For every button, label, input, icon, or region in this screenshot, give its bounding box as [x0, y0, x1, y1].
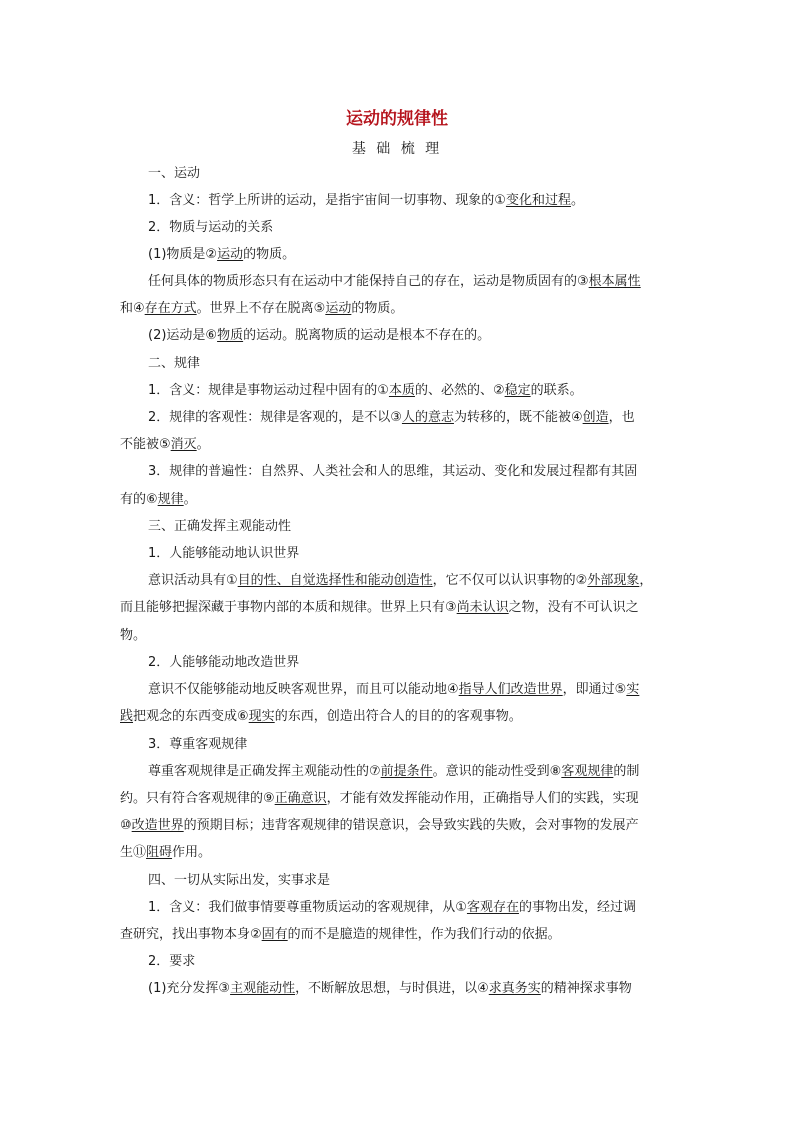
answer-blank: 正确意识: [274, 791, 327, 806]
paragraph-line: 1．含义：哲学上所讲的运动，是指宇宙间一切事物、现象的①变化和过程。: [148, 193, 584, 208]
answer-blank: 主观能动性: [230, 981, 296, 996]
heading-law: 二、规律: [148, 356, 201, 371]
heading-seek-truth: 四、一切从实际出发，实事求是: [148, 873, 331, 888]
paragraph-line: ⑩改造世界的预期目标；违背客观规律的错误意识，会导致实践的失败，会对事物的发展产: [120, 818, 639, 833]
answer-blank: 客观存在: [466, 900, 519, 915]
paragraph-line: 不能被⑤消灭。: [120, 437, 210, 452]
subheading: 2．物质与运动的关系: [148, 220, 274, 235]
answer-blank: 现实: [248, 709, 275, 724]
heading-motion: 一、运动: [148, 166, 201, 181]
answer-blank: 物质: [217, 328, 244, 343]
page-title: 运动的规律性: [346, 109, 448, 129]
subheading: 2．要求: [148, 954, 196, 969]
paragraph-line: 约。只有符合客观规律的⑨正确意识，才能有效发挥能动作用，正确指导人们的实践，实现: [120, 791, 639, 806]
paragraph-line: 而且能够把握深藏于事物内部的本质和规律。世界上只有③尚未认识之物，没有不可认识之: [120, 600, 639, 615]
answer-blank: 规律: [157, 492, 184, 507]
answer-blank: 客观规律: [561, 764, 614, 779]
answer-blank: 本质: [388, 383, 415, 398]
answer-blank: 前提条件: [380, 764, 433, 779]
answer-blank: 运动: [217, 247, 244, 262]
answer-blank: 阻碍: [146, 845, 173, 860]
subheading: 3．尊重客观规律: [148, 737, 248, 752]
paragraph-line: 生⑪阻碍作用。: [120, 845, 212, 860]
paragraph-line: 3．规律的普遍性：自然界、人类社会和人的思维，其运动、变化和发展过程都有其固: [148, 464, 638, 479]
subheading: 1．人能够能动地认识世界: [148, 546, 300, 561]
answer-blank: 改造世界: [131, 818, 184, 833]
paragraph-line: 1．含义：规律是事物运动过程中固有的①本质的、必然的、②稳定的联系。: [148, 383, 583, 398]
paragraph-line: 尊重客观规律是正确发挥主观能动性的⑦前提条件。意识的能动性受到⑧客观规律的制: [148, 764, 640, 779]
answer-blank: 践: [120, 709, 134, 724]
answer-blank: 创造: [582, 410, 609, 425]
answer-blank: 固有: [261, 927, 288, 942]
answer-blank: 消灭: [170, 437, 197, 452]
paragraph-line: 2．规律的客观性：规律是客观的，是不以③人的意志为转移的，既不能被④创造，也: [148, 410, 635, 425]
answer-blank: 指导人们改造世界: [458, 682, 563, 697]
answer-blank: 稳定: [504, 383, 531, 398]
paragraph-line: 物。: [120, 628, 147, 643]
answer-blank: 求真务实: [488, 981, 541, 996]
paragraph-line: (2)运动是⑥物质的运动。脱离物质的运动是根本不存在的。: [148, 328, 491, 343]
paragraph-line: 1．含义：我们做事情要尊重物质运动的客观规律，从①客观存在的事物出发，经过调: [148, 900, 636, 915]
answer-blank: 尚未认识: [456, 600, 509, 615]
answer-blank: 根本属性: [588, 274, 641, 289]
answer-blank: 存在方式: [144, 301, 197, 316]
answer-blank: 外部现象: [587, 573, 640, 588]
answer-blank: 运动: [325, 301, 352, 316]
paragraph-line: 意识活动具有①目的性、自觉选择性和能动创造性，它不仅可以认识事物的②外部现象，: [148, 573, 653, 588]
paragraph-line: (1)充分发挥③主观能动性，不断解放思想，与时俱进，以④求真务实的精神探求事物: [148, 981, 632, 996]
answer-blank: 实: [626, 682, 640, 697]
subheading: 2．人能够能动地改造世界: [148, 655, 300, 670]
answer-blank: 人的意志: [401, 410, 454, 425]
paragraph-line: 和④存在方式。世界上不存在脱离⑤运动的物质。: [120, 301, 404, 316]
paragraph-line: 任何具体的物质形态只有在运动中才能保持自己的存在，运动是物质固有的③根本属性: [148, 274, 641, 289]
heading-initiative: 三、正确发挥主观能动性: [148, 519, 292, 534]
answer-blank: 目的性、自觉选择性和能动创造性: [237, 573, 433, 588]
paragraph-line: 查研究，找出事物本身②固有的而不是臆造的规律性，作为我们行动的依据。: [120, 927, 561, 942]
paragraph-line: (1)物质是②运动的物质。: [148, 247, 296, 262]
answer-blank: 变化和过程: [505, 193, 571, 208]
paragraph-line: 有的⑥规律。: [120, 492, 197, 507]
section-subtitle: 基 础 梳 理: [351, 141, 443, 157]
paragraph-line: 意识不仅能够能动地反映客观世界，而且可以能动地④指导人们改造世界，即通过⑤实: [148, 682, 640, 697]
paragraph-line: 践把观念的东西变成⑥现实的东西，创造出符合人的目的的客观事物。: [120, 709, 522, 724]
